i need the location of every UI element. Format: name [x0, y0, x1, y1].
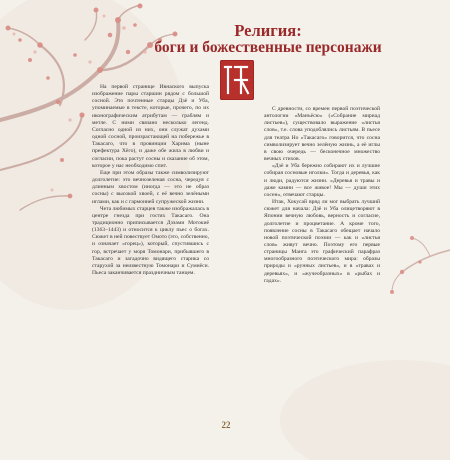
left-paragraph: Еще при этом образы также символизируют долголетие: это вечнозеленая сосна, чередуя с длинным хвостом (иногда — это не образ сосны) с высокой хвоей, с её вечно зелёными иглами, как и с гармонией супружеской жизни. [92, 169, 209, 205]
right-text-column [264, 84, 380, 285]
left-paragraph: На первой странице Ивнаского выпуска изображение пары старшин рядом с большой сосной. Это почтенные старцы Дзё и Уба, упоминаемые в тексте, которые, прочего, по их иконографическим атрибутам — граблям и метле. С ними связано несколько легенд. Согласно одной из них, они служат духами одной сосной, произрастающей на побережье в Такасаго, что в провинции Харима (ныне префектура Хёго), и даже обе жила в любви и согласии, пока растут сосны и сказание об этом, которое у нас необходимо спит. [92, 84, 209, 169]
kanji-seal-icon [220, 60, 254, 100]
left-text-column [92, 84, 209, 277]
right-paragraph: Итак, Хокусай вряд ли мог выбрать лучший сюжет для начала: Дзё и Уба олицетворяют в Японии вечную любовь, верность и согласие, долголетие и процветание. А кроме того, появление сосны в Такасаго обещает начало новой поэтической поэзии — как и «листья слов» живут вечно. Поэтому его первые страницы Манга это графический парафраз многообразного поэтического мира: образы природы и «рунных листьев», и в «травах и деревьях», и «жучеобразных» в «рыбах и гадах». [264, 199, 380, 284]
left-paragraph: Чета любимых старцев также изображалась в центре гнезда при гостях Такасаго. Она традиционно приписывается Дзэами Мотокиё (1363–1443) и относится к циклу пьес о богах. Сюжет в ней повествует Омото (это, собственно, и означает «горец»), который, спустившись с гор, встречает у моря Томонари, прибывшего в Такасаго и загадочно видящего старика со старухой за неизвестную Томонари и Сумиёси. Пьеса заканчивается праздничным танцем. [92, 205, 209, 277]
heading-line-2: боги и божественные персонажи [154, 39, 382, 56]
right-paragraph: С древности, со времен первой поэтической антологии «Манъёсю» («Собрание мириад листьев»), существовало выражение «листья слов», т.е. слова уподоблялись листьям. В пьесе для театра Но «Такасаго» говорится, что сосна символизирует вечно зелёную жизнь, а её иглы в свою очередь — бесконечное множество вечных стихов. [264, 106, 380, 163]
heading-line-1: Религия: [234, 21, 302, 40]
page-number: 22 [221, 420, 231, 430]
right-paragraph: «Дзё и Уба бережно собирают их и лучшие собирая сосновые иголки». Тогда и деревья, как и люди, радуются жизни. «Деревья и травы и даже камни — все живое! Мы — души этих сосен», отвечают старцы. [264, 163, 380, 198]
seal-spacer [264, 84, 380, 106]
chapter-heading [150, 22, 386, 56]
